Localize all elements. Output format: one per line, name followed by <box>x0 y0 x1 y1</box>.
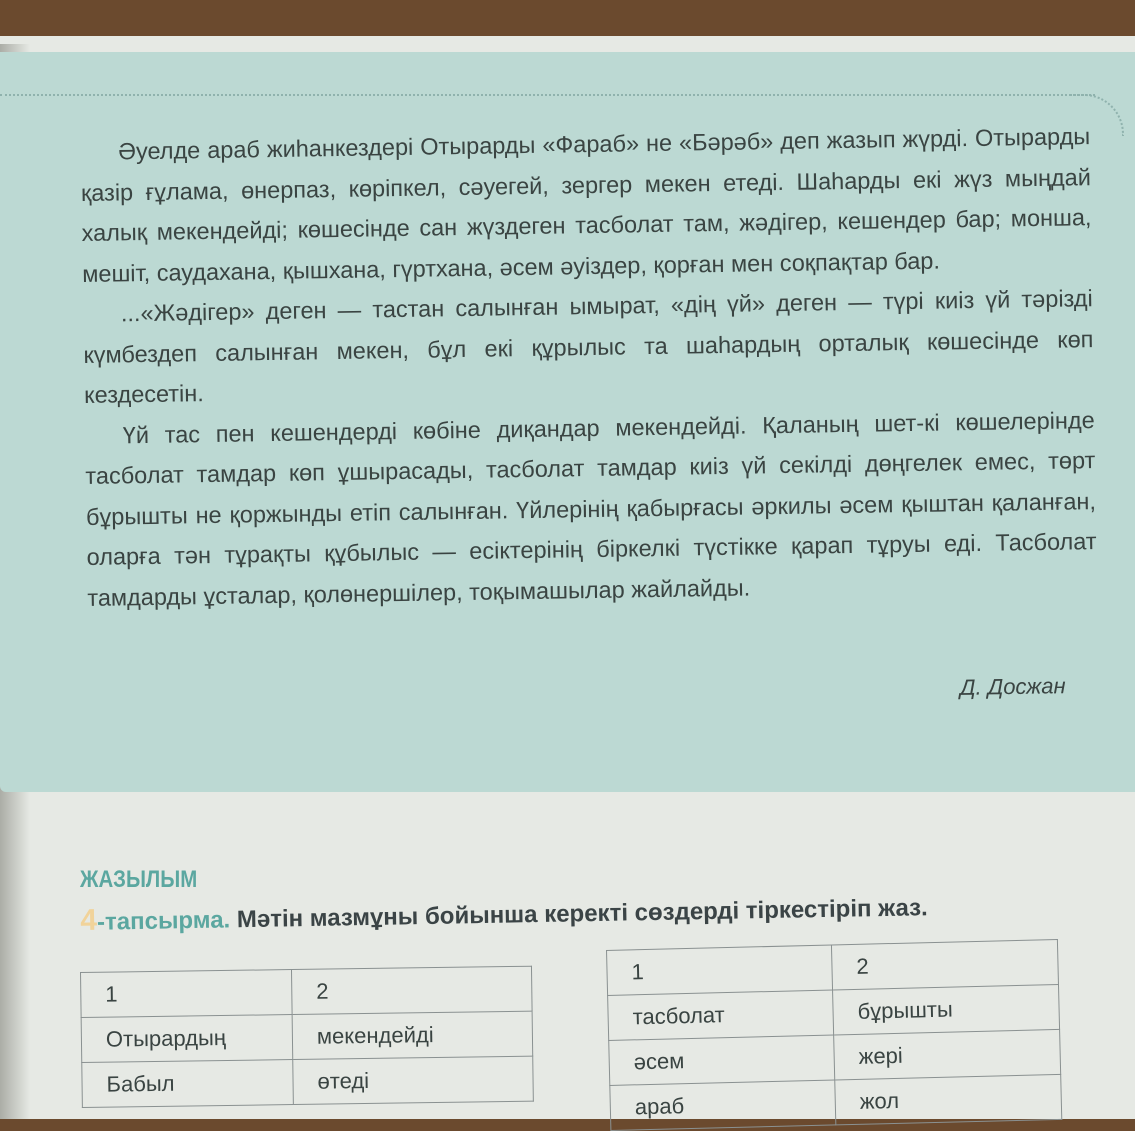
table-header-cell: 1 <box>81 970 293 1018</box>
table-cell: жол <box>835 1074 1062 1125</box>
table-cell: жері <box>834 1029 1061 1080</box>
table-cell: бұрышты <box>833 984 1060 1035</box>
table-header-row <box>81 966 533 1017</box>
table-cell: өтеді <box>293 1056 534 1104</box>
table-cell: араб <box>610 1080 836 1130</box>
table-cell: тасболат <box>608 990 834 1040</box>
table-cell: әсем <box>609 1035 835 1085</box>
decorative-dotted-line <box>0 94 1095 96</box>
section-title: ЖАЗЫЛЫМ <box>80 866 198 893</box>
table-header-cell: 2 <box>831 939 1058 990</box>
paragraph-3: Үй тас пен кешендерді көбіне диқандар мекендейді. Қаланың шет-кі көшелерінде тасболат тамдар көп ұшырасады, тасболат тамдар киіз үй секілді дөңгелек емес, төрт бұрышты не қоржынды етіп салынған. Үйлерінің қабырғасы әркилы әсем қыштан қаланған, оларға тән тұрақты құбылыс — есіктерінің біркелкі түстікке қарап тұруы еді. Тасболат тамдарды ұсталар, қолөнершілер, тоқымашылар жайлайды. <box>85 406 1097 611</box>
matching-table-left <box>80 966 534 1108</box>
matching-table-right <box>606 939 1062 1131</box>
task-label: -тапсырма. <box>96 906 231 936</box>
table-header-cell: 2 <box>291 966 532 1014</box>
table-row <box>82 1056 534 1107</box>
table-cell: мекендейді <box>292 1011 533 1059</box>
table-row <box>610 1074 1062 1130</box>
table-row <box>81 1011 533 1062</box>
table-cell: Отырардың <box>81 1015 293 1063</box>
reading-text <box>80 116 1098 618</box>
paragraph-1: Әуелде араб жиһанкездері Отырарды «Фараб» не «Бәрәб» деп жазып жүрді. Отырарды қазір ғұлама, өнерпаз, көріпкел, сәуегей, зергер мекен етеді. Шаһарды екі жүз мыңдай халық мекендейді; көшесінде сан жүздеген тасболат там, жәдігер, кешендер бар; монша, мешіт, саудахана, қышхана, гүртхана, әсем әуіздер, қорған мен соқпақтар бар. <box>80 123 1092 287</box>
author-signature: Д. Досжан <box>959 673 1066 700</box>
task-text: Мәтін мазмұны бойынша керекті сөздерді тіркестіріп жаз. <box>229 894 928 934</box>
table-cell: Бабыл <box>82 1060 294 1108</box>
paragraph-2: ...«Жәдігер» деген — тастан салынған ымырат, «дің үй» деген — түрі киіз үй тәрізді күмбездеп салынған мекен, бұл екі құрылыс та шаһардың орталық көшесінде көп кездесетін. <box>83 285 1094 408</box>
table-header-cell: 1 <box>607 945 833 995</box>
task-number: 4 <box>80 903 98 937</box>
